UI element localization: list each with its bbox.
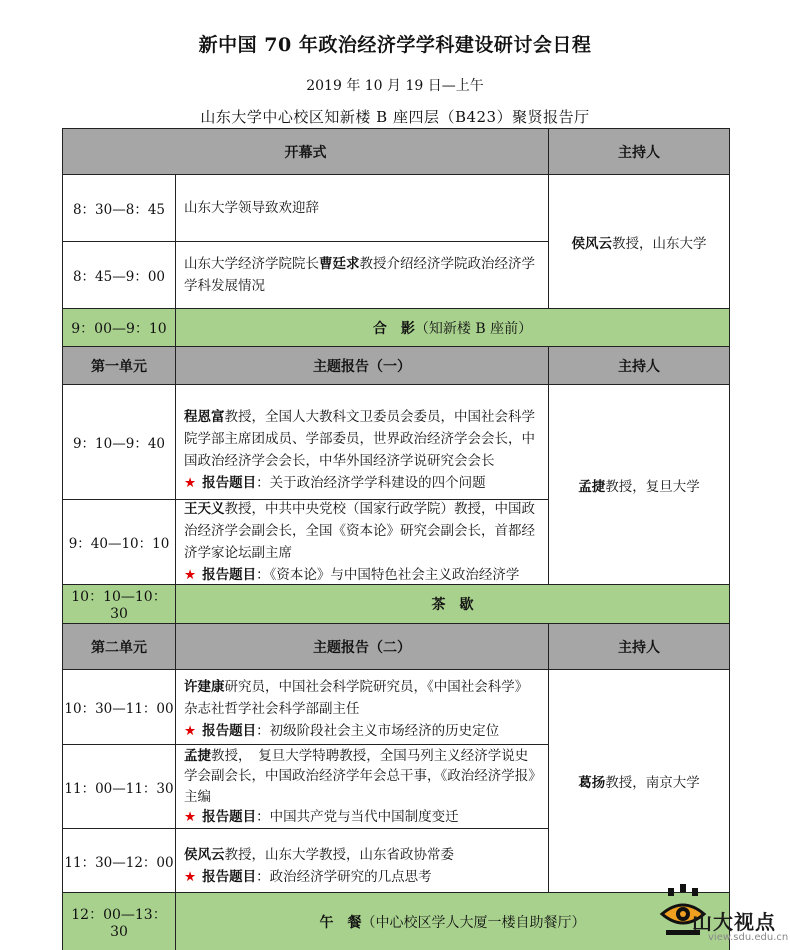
lunch-row [176, 892, 729, 950]
unit1-label: 第一单元 [63, 346, 176, 384]
speaker-bio: 研究员，中国社会科学院研究员，《中国社会科学》杂志社哲学社会科学部副主任 [184, 679, 529, 717]
unit1-talk-1: 程恩富教授，全国人大教科文卫委员会委员，中国社会科学院学部主席团成员、学部委员，世界政治经济学会会长，中国政治经济学会会长，中华外国经济学说研究会会长 ★ 报告题目：关于政治经济学学科建设的四个问题 [176, 384, 549, 499]
host-name: 侯风云 [571, 235, 612, 252]
speaker-bio: 教授，中共中央党校（国家行政学院）教授，中国政治经济学会副会长，全国《资本论》研究会副会长，首都经济学家论坛副主席 [184, 501, 535, 561]
speaker-name: 侯风云 [184, 846, 225, 863]
watermark-text: 山大视点 [692, 910, 776, 934]
unit2-time-3: 11：30—12：00 [63, 828, 176, 892]
unit1-talk-2: 王天义教授，中共中央党校（国家行政学院）教授，中国政治经济学会副会长，全国《资本论》研究会副会长，首都经济学家论坛副主席 ★ 报告题目：《资本论》与中国特色社会主义政治经济学 [176, 499, 549, 584]
report-title: 政治经济学研究的几点思考 [269, 868, 432, 885]
unit2-topic: 主题报告（二） [176, 623, 549, 669]
schedule-table [62, 128, 730, 950]
report-title: 《资本论》与中国特色社会主义政治经济学 [269, 567, 520, 583]
unit2-host-header: 主持人 [549, 623, 729, 669]
opening-content-text-2: 山东大学经济学院院长曹廷求教授介绍经济学院政治经济学学科发展情况 [184, 256, 535, 294]
photo-row [176, 308, 729, 346]
opening-content-2 [176, 241, 549, 308]
event-date: 2019 年 10 月 19 日—上午 [306, 78, 484, 94]
lunch-note: （中心校区学人大厦一楼自助餐厅） [361, 914, 586, 931]
opening-time-1: 8：30—8：45 [63, 174, 176, 241]
star-icon: ★ [184, 868, 197, 885]
unit2-talk-3: 侯风云教授，山东大学教授，山东省政协常委 ★ 报告题目：政治经济学研究的几点思考 [176, 828, 549, 892]
lunch-time: 12：00—13：30 [63, 892, 176, 950]
speaker-bio: 教授， 复旦大学特聘教授，全国马列主义经济学说史学会副会长，中国政治经济学年会总干事，《政治经济学报》主编 [184, 747, 535, 805]
unit2-talk-2: 孟捷教授， 复旦大学特聘教授，全国马列主义经济学说史学会副会长，中国政治经济学年会总干事，《政治经济学报》主编 ★ 报告题目：中国共产党与当代中国制度变迁 [176, 744, 549, 828]
opening-header: 开幕式 [63, 128, 549, 174]
speaker-bio: 教授，全国人大教科文卫委员会委员，中国社会科学院学部主席团成员、学部委员，世界政治经济学会会长，中国政治经济学会会长，中华外国经济学说研究会会长 [184, 408, 535, 469]
unit1-time-1: 9：10—9：40 [63, 384, 176, 499]
speaker-name: 程恩富 [184, 408, 225, 425]
unit1-topic: 主题报告（一） [176, 346, 549, 384]
watermark-url: view.sdu.edu.cn [708, 932, 789, 943]
unit1-host [549, 384, 729, 584]
unit2-label: 第二单元 [63, 623, 176, 669]
report-title: 关于政治经济学学科建设的四个问题 [269, 474, 486, 491]
lunch-label: 午 餐 [319, 914, 362, 931]
page-title: 新中国 70 年政治经济学学科建设研讨会日程 [198, 34, 592, 56]
report-title: 初级阶段社会主义市场经济的历史定位 [269, 723, 500, 739]
host-title: 教授，复旦大学 [605, 478, 700, 495]
star-icon: ★ [184, 723, 197, 739]
host-title: 教授，南京大学 [605, 775, 700, 791]
watermark-logo [658, 884, 788, 950]
unit1-host-header: 主持人 [549, 346, 729, 384]
star-icon: ★ [184, 474, 197, 491]
star-icon: ★ [184, 567, 197, 583]
photo-note: （知新楼 B 座前） [414, 320, 533, 337]
unit2-time-1: 10：30—11：00 [63, 669, 176, 744]
opening-time-2: 8：45—9：00 [63, 241, 176, 308]
opening-host-header: 主持人 [549, 128, 729, 174]
speaker-name: 曹廷求 [319, 256, 360, 272]
speaker-bio: 教授，山东大学教授，山东省政协常委 [224, 846, 454, 863]
opening-host [549, 174, 729, 308]
tea-label: 茶 歇 [176, 584, 729, 623]
photo-time: 9：00—9：10 [63, 308, 176, 346]
host-title: 教授，山东大学 [612, 235, 707, 252]
speaker-name: 王天义 [184, 501, 225, 517]
report-title: 中国共产党与当代中国制度变迁 [269, 809, 459, 825]
opening-content-1 [176, 174, 549, 241]
host-name: 孟捷 [578, 478, 606, 495]
opening-content-text-1: 山东大学领导致欢迎辞 [184, 200, 319, 216]
unit2-time-2: 11：00—11：30 [63, 744, 176, 828]
speaker-name: 许建康 [184, 679, 225, 695]
photo-label: 合 影 [372, 320, 415, 337]
unit1-time-2: 9：40—10：10 [63, 499, 176, 584]
tea-time: 10：10—10：30 [63, 584, 176, 623]
star-icon: ★ [184, 809, 197, 825]
unit2-host [549, 669, 729, 892]
unit2-talk-1: 许建康研究员，中国社会科学院研究员，《中国社会科学》杂志社哲学社会科学部副主任 ★ 报告题目：初级阶段社会主义市场经济的历史定位 [176, 669, 549, 744]
event-venue: 山东大学中心校区知新楼 B 座四层（B423）聚贤报告厅 [200, 108, 590, 126]
speaker-name: 孟捷 [184, 747, 211, 764]
host-name: 葛扬 [578, 775, 606, 791]
